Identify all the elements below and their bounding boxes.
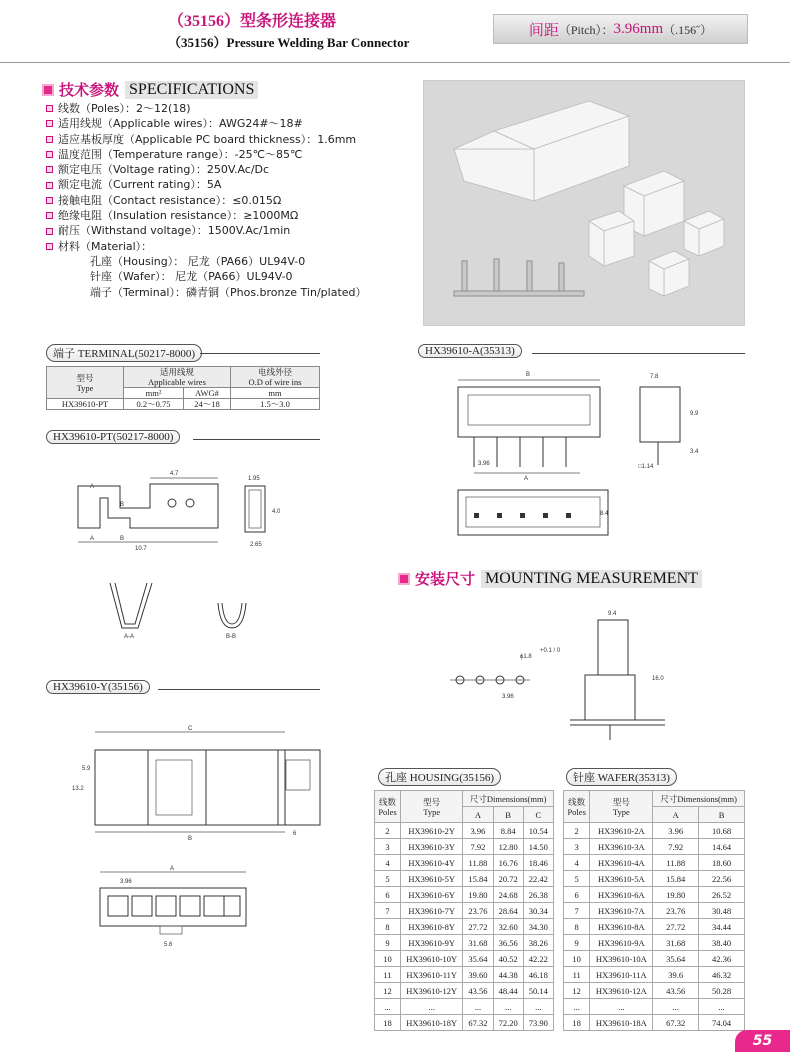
material-housing: 孔座（Housing）： 尼龙（PA66）UL94V-0 (90, 254, 306, 268)
table-cell: HX39610-11Y (401, 967, 463, 983)
table-cell: 5 (375, 871, 401, 887)
material-terminal: 端子（Terminal）：磷青铜（Phos.bronze Tin/plated） (90, 285, 367, 299)
table-cell: 6 (564, 887, 590, 903)
table-cell: 14.64 (699, 839, 745, 855)
table-cell: 26.38 (523, 887, 553, 903)
housing-rows (375, 823, 554, 1031)
label-underline (158, 689, 320, 690)
table-cell: 10.54 (523, 823, 553, 839)
table-cell: 14.50 (523, 839, 553, 855)
table-cell: 39.6 (653, 967, 699, 983)
table-cell: 22.56 (699, 871, 745, 887)
mounting-heading-cn: 安装尺寸 (415, 570, 476, 588)
table-cell: HX39610-8Y (401, 919, 463, 935)
dim-8-4: 8.4 (600, 511, 609, 517)
table-row (375, 967, 554, 983)
page-number: 55 (735, 1030, 790, 1052)
square-bullet-icon (42, 84, 54, 96)
table-cell: 7.92 (653, 839, 699, 855)
table-cell: HX39610-4A (590, 855, 653, 871)
table-cell: HX39610-9A (590, 935, 653, 951)
specifications-heading-cn: 技术参数 (59, 81, 120, 99)
table-cell: ... (375, 999, 401, 1015)
section-label-aa: A-A (124, 634, 135, 640)
table-row: 型号 Type 适用线规 Applicable wires 电线外径 O.D of wire ins (47, 367, 320, 388)
table-row: 线数 Poles 型号 Type 尺寸Dimensions(mm) (564, 791, 745, 807)
table-cell: 6 (375, 887, 401, 903)
table-cell: 42.36 (699, 951, 745, 967)
table-row (564, 983, 745, 999)
pitch-value: 3.96mm (613, 20, 664, 37)
table-cell: HX39610-6Y (401, 887, 463, 903)
table-cell: ... (653, 999, 699, 1015)
table-row (375, 871, 554, 887)
table-cell: 46.32 (699, 967, 745, 983)
table-cell: 12.80 (493, 839, 523, 855)
table-cell: 19.80 (463, 887, 493, 903)
table-cell: 3.96 (653, 823, 699, 839)
table-cell: 26.52 (699, 887, 745, 903)
table-cell: HX39610-6A (590, 887, 653, 903)
table-cell: 35.64 (463, 951, 493, 967)
dim-3-96: 3.96 (502, 694, 514, 700)
table-row (375, 951, 554, 967)
square-bullet-icon (46, 228, 53, 235)
square-bullet-icon (46, 182, 53, 189)
dim-c: C (188, 726, 193, 732)
table-cell: 18.46 (523, 855, 553, 871)
table-cell: 34.30 (523, 919, 553, 935)
table-cell: 34.44 (699, 919, 745, 935)
table-cell: HX39610-3Y (401, 839, 463, 855)
table-cell: 39.60 (463, 967, 493, 983)
square-bullet-icon (46, 197, 53, 204)
dim-4-7: 4.7 (170, 471, 179, 477)
dim-3-96: 3.96 (478, 461, 490, 467)
y-label: HX39610-Y(35156) (46, 680, 150, 694)
table-cell: 23.76 (463, 903, 493, 919)
material-wafer: 针座（Wafer）： 尼龙（PA66）UL94V-0 (90, 270, 293, 284)
table-cell: 12 (375, 983, 401, 999)
table-row (375, 935, 554, 951)
table-cell: 36.56 (493, 935, 523, 951)
table-cell: 50.14 (523, 983, 553, 999)
square-bullet-icon (46, 105, 53, 112)
table-cell: HX39610-5A (590, 871, 653, 887)
table-cell: HX39610-8A (590, 919, 653, 935)
dim-13-2: 13.2 (72, 786, 84, 792)
table-row (564, 855, 745, 871)
square-bullet-icon (46, 243, 53, 250)
table-cell: 15.84 (653, 871, 699, 887)
table-cell: 19.80 (653, 887, 699, 903)
spec-list (46, 101, 367, 300)
table-cell: ... (699, 999, 745, 1015)
dim-2-65: 2.65 (250, 542, 262, 548)
square-bullet-icon (398, 573, 410, 585)
table-cell: 11 (564, 967, 590, 983)
spec-item: 线数（Poles）：2～12(18) (46, 101, 367, 116)
specifications-heading (42, 79, 258, 100)
table-cell: 23.76 (653, 903, 699, 919)
section-a-top: A (90, 484, 95, 490)
table-cell: 2 (564, 823, 590, 839)
table-cell: 8.84 (493, 823, 523, 839)
housing-table (374, 790, 554, 1031)
section-b-top: B (120, 502, 125, 508)
housing-label: 孔座 HOUSING(35156) (378, 768, 501, 786)
product-photo-illustration (424, 81, 744, 325)
table-row (375, 839, 554, 855)
spec-item: 额定电压（Voltage rating）：250V.Ac/Dc (46, 162, 367, 177)
table-cell: HX39610-3A (590, 839, 653, 855)
table-row (564, 935, 745, 951)
mounting-drawing (440, 600, 670, 750)
table-cell: 16.76 (493, 855, 523, 871)
table-cell: 11.88 (653, 855, 699, 871)
table-cell: 30.48 (699, 903, 745, 919)
square-bullet-icon (46, 120, 53, 127)
table-cell: 48.44 (493, 983, 523, 999)
wafer-table (563, 790, 745, 1031)
table-cell: HX39610-7A (590, 903, 653, 919)
dim-9-4: 9.4 (608, 611, 617, 617)
table-cell: ... (493, 999, 523, 1015)
section-a-bottom: A (90, 536, 95, 542)
table-cell: 22.42 (523, 871, 553, 887)
table-row (564, 887, 745, 903)
table-row (564, 903, 745, 919)
table-row (564, 823, 745, 839)
table-cell: HX39610-2A (590, 823, 653, 839)
table-cell: HX39610-18Y (401, 1015, 463, 1031)
table-row (564, 871, 745, 887)
table-row (375, 823, 554, 839)
table-cell: HX39610-4Y (401, 855, 463, 871)
table-cell: 67.32 (653, 1015, 699, 1031)
table-cell: 73.90 (523, 1015, 553, 1031)
table-cell: 42.22 (523, 951, 553, 967)
terminal-label: 端子 TERMINAL(50217-8000) (46, 344, 202, 362)
wafer-label: 针座 WAFER(35313) (566, 768, 677, 786)
section-label-bb: B-B (226, 634, 237, 640)
table-cell: 67.32 (463, 1015, 493, 1031)
table-row (564, 919, 745, 935)
table-cell: HX39610-2Y (401, 823, 463, 839)
square-bullet-icon (46, 136, 53, 143)
page-title-en: （35156）Pressure Welding Bar Connector (168, 35, 410, 50)
dim-1-14: □1.14 (638, 464, 654, 470)
table-cell: ... (564, 999, 590, 1015)
table-cell: 2 (375, 823, 401, 839)
table-cell: 7 (564, 903, 590, 919)
table-cell: 3 (564, 839, 590, 855)
table-row (375, 903, 554, 919)
table-cell: HX39610-10A (590, 951, 653, 967)
table-cell: 24.68 (493, 887, 523, 903)
dim-1-95: 1.95 (248, 476, 260, 482)
dim-3-4: 3.4 (690, 449, 699, 455)
specifications-heading-en: SPECIFICATIONS (125, 81, 258, 99)
table-cell: 4 (564, 855, 590, 871)
table-cell: 43.56 (463, 983, 493, 999)
table-cell: 9 (375, 935, 401, 951)
label-underline (200, 353, 320, 354)
dim-5-9: 5.9 (82, 766, 91, 772)
a-label: HX39610-A(35313) (418, 344, 522, 358)
table-cell: ... (463, 999, 493, 1015)
table-cell: 35.64 (653, 951, 699, 967)
dim-3-96: 3.96 (120, 879, 132, 885)
table-cell: 38.40 (699, 935, 745, 951)
table-row (375, 855, 554, 871)
mounting-heading-en: MOUNTING MEASUREMENT (481, 570, 702, 588)
table-row (564, 951, 745, 967)
square-bullet-icon (46, 151, 53, 158)
y-housing-drawing (60, 720, 350, 960)
table-cell: HX39610-7Y (401, 903, 463, 919)
table-cell: 7 (375, 903, 401, 919)
table-cell: 12 (564, 983, 590, 999)
section-b-bottom: B (120, 536, 125, 542)
pt-terminal-drawing (60, 458, 320, 658)
table-cell: 10 (564, 951, 590, 967)
header-divider (0, 62, 790, 63)
dim-10-7: 10.7 (135, 546, 147, 552)
table-cell: 15.84 (463, 871, 493, 887)
table-row: mm² AWG# mm (47, 388, 320, 399)
table-cell: ... (590, 999, 653, 1015)
pitch-label-cn: 间距 (528, 22, 559, 39)
table-cell: 30.34 (523, 903, 553, 919)
table-cell: 50.28 (699, 983, 745, 999)
table-cell: 7.92 (463, 839, 493, 855)
terminal-table (46, 366, 320, 410)
dim-5-6: 5.6 (164, 942, 173, 948)
table-cell: HX39610-5Y (401, 871, 463, 887)
table-cell: 18 (375, 1015, 401, 1031)
table-row (375, 1015, 554, 1031)
dim-tolerance: +0.1 / 0 (540, 648, 561, 654)
spec-item: 适应基板厚度（Applicable PC board thickness）：1.6mm (46, 132, 367, 147)
table-cell: HX39610-12A (590, 983, 653, 999)
table-cell: 28.64 (493, 903, 523, 919)
table-cell: 4 (375, 855, 401, 871)
table-cell: 46.18 (523, 967, 553, 983)
dim-6: 6 (293, 831, 297, 837)
dim-a: A (524, 476, 529, 482)
dim-phi-1-8: ϕ1.8 (520, 654, 532, 660)
table-cell: 10 (375, 951, 401, 967)
table-cell: 74.04 (699, 1015, 745, 1031)
table-cell: 27.72 (653, 919, 699, 935)
table-cell: HX39610-10Y (401, 951, 463, 967)
spec-item: 适用线规（Applicable wires）：AWG24#～18# (46, 116, 367, 131)
spec-item: 温度范围（Temperature range）：-25℃～85℃ (46, 147, 367, 162)
table-cell: ... (523, 999, 553, 1015)
table-cell: ... (401, 999, 463, 1015)
table-cell: 20.72 (493, 871, 523, 887)
dim-7-8: 7.8 (650, 374, 659, 380)
table-row (564, 839, 745, 855)
label-underline (532, 353, 745, 354)
table-row: A B (564, 807, 745, 823)
table-row (375, 919, 554, 935)
spec-item: 接触电阻（Contact resistance）：≤0.015Ω (46, 193, 367, 208)
label-underline (193, 439, 320, 440)
spec-item: 耐压（Withstand voltage）：1500V.Ac/1min (46, 223, 367, 238)
table-row (564, 967, 745, 983)
product-photo (423, 80, 745, 326)
table-cell: 9 (564, 935, 590, 951)
table-cell: 18 (564, 1015, 590, 1031)
table-cell: HX39610-18A (590, 1015, 653, 1031)
table-cell: 10.68 (699, 823, 745, 839)
table-cell: 27.72 (463, 919, 493, 935)
dim-4-0: 4.0 (272, 509, 281, 515)
dim-a: A (170, 866, 175, 872)
table-row (375, 983, 554, 999)
pitch-box (493, 14, 748, 44)
pt-label: HX39610-PT(50217-8000) (46, 430, 180, 444)
dim-16-0: 16.0 (652, 676, 664, 682)
pitch-label-en: （Pitch）： (558, 22, 614, 37)
table-cell: HX39610-11A (590, 967, 653, 983)
table-cell: HX39610-12Y (401, 983, 463, 999)
spec-item: 额定电流（Current rating）：5A (46, 177, 367, 192)
dim-b: B (526, 372, 531, 378)
dim-9-9: 9.9 (690, 411, 699, 417)
table-cell: 40.52 (493, 951, 523, 967)
table-cell: 31.68 (463, 935, 493, 951)
table-row (564, 999, 745, 1015)
table-cell: 18.60 (699, 855, 745, 871)
table-cell: 43.56 (653, 983, 699, 999)
table-cell: 32.60 (493, 919, 523, 935)
table-cell: 8 (564, 919, 590, 935)
table-cell: 8 (375, 919, 401, 935)
a-wafer-drawing (440, 365, 740, 550)
spec-item: 材料（Material）： (46, 239, 367, 254)
table-row: 线数 Poles 型号 Type 尺寸Dimensions(mm) (375, 791, 554, 807)
table-row (375, 887, 554, 903)
table-cell: 72.20 (493, 1015, 523, 1031)
table-cell: 44.38 (493, 967, 523, 983)
mounting-heading (398, 568, 702, 589)
table-cell: 38.26 (523, 935, 553, 951)
table-cell: HX39610-9Y (401, 935, 463, 951)
page-title-cn: （35156）型条形连接器 (168, 13, 337, 30)
table-cell: 5 (564, 871, 590, 887)
dim-b: B (188, 836, 193, 842)
table-cell: 3 (375, 839, 401, 855)
table-cell: 11 (375, 967, 401, 983)
pitch-inch: （.156˝） (663, 22, 713, 37)
table-cell: 3.96 (463, 823, 493, 839)
table-row (375, 999, 554, 1015)
table-cell: 31.68 (653, 935, 699, 951)
table-cell: 11.88 (463, 855, 493, 871)
square-bullet-icon (46, 212, 53, 219)
wafer-rows (564, 823, 745, 1031)
table-row: A B C (375, 807, 554, 823)
table-row: HX39610-PT 0.2～0.75 24～18 1.5～3.0 (47, 399, 320, 410)
table-row (564, 1015, 745, 1031)
spec-item: 绝缘电阻（Insulation resistance）：≥1000MΩ (46, 208, 367, 223)
square-bullet-icon (46, 166, 53, 173)
